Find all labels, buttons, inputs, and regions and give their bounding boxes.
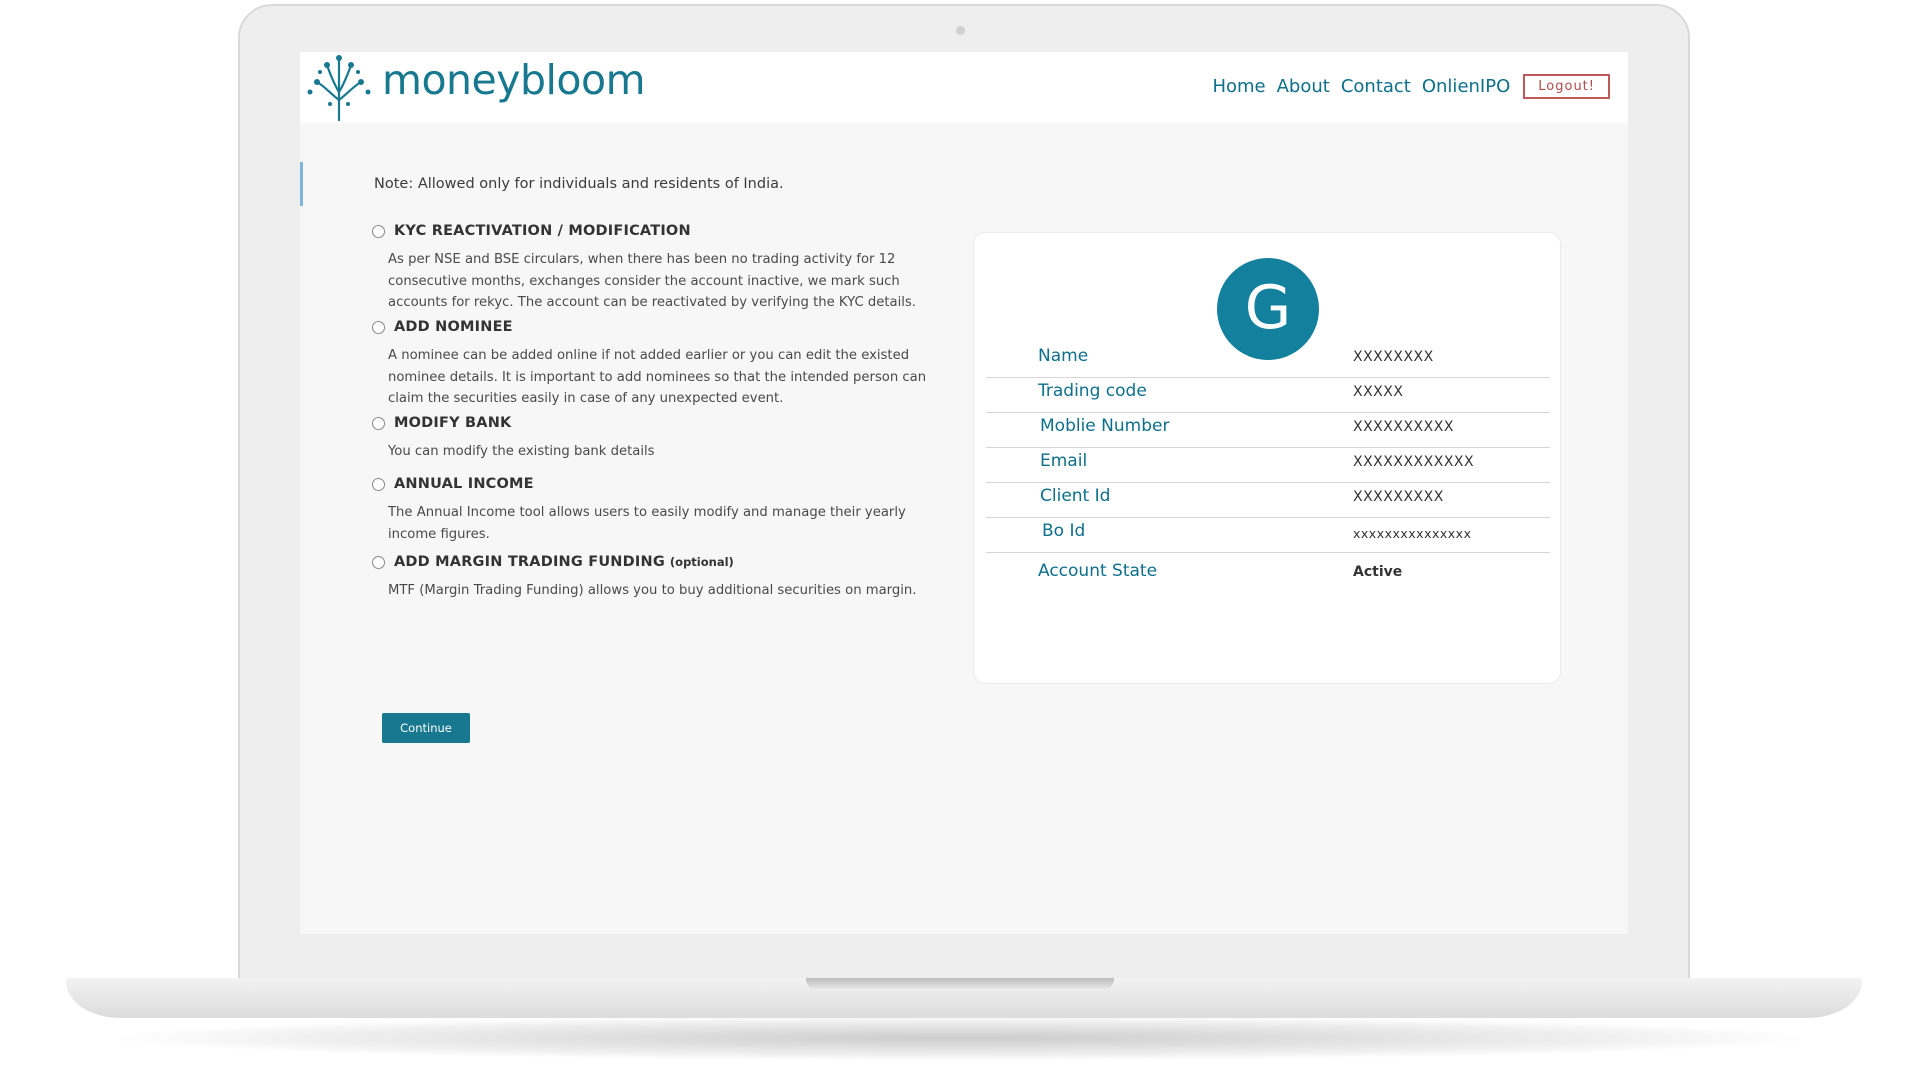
brand-name: moneybloom — [382, 56, 646, 104]
option-title: ANNUAL INCOME — [394, 476, 534, 492]
profile-row-bo-id — [986, 509, 1550, 553]
optional-tag: (optional) — [669, 555, 734, 569]
option-description: You can modify the existing bank details — [388, 444, 655, 459]
option-title: KYC REACTIVATION / MODIFICATION — [394, 223, 691, 239]
moneybloom-logo-icon — [304, 52, 374, 122]
profile-card — [973, 232, 1561, 684]
field-label: Name — [1038, 346, 1089, 366]
field-label: Client Id — [1040, 486, 1111, 506]
nav-home-link[interactable]: Home — [1212, 76, 1266, 97]
field-label: Moblie Number — [1040, 416, 1170, 436]
option-margin-trading-funding[interactable] — [372, 554, 932, 602]
section-accent-bar — [300, 162, 303, 206]
laptop-camera — [956, 26, 965, 35]
option-title: MODIFY BANK — [394, 415, 512, 431]
field-label: Bo Id — [1042, 521, 1086, 541]
nav-contact-link[interactable]: Contact — [1340, 76, 1411, 97]
eligibility-note: Note: Allowed only for individuals and residents of India. — [374, 176, 784, 192]
nav-onlineipo-link[interactable]: OnlienIPO — [1421, 76, 1511, 97]
option-title: ADD MARGIN TRADING FUNDING — [394, 554, 665, 570]
option-add-nominee[interactable] — [372, 319, 932, 410]
laptop-shadow — [120, 1016, 1800, 1060]
radio-modify-bank[interactable] — [372, 417, 385, 430]
continue-button[interactable]: Continue — [382, 713, 470, 743]
radio-margin-trading-funding[interactable] — [372, 556, 385, 569]
option-annual-income[interactable] — [372, 476, 932, 545]
field-value: xxxxxxxxxxxxxxx — [1353, 526, 1472, 541]
laptop-base-notch — [806, 978, 1114, 989]
logout-button[interactable]: Logout! — [1523, 74, 1610, 99]
field-value: XXXXXXXX — [1353, 349, 1434, 365]
option-description: MTF (Margin Trading Funding) allows you to buy additional securities on margin. — [388, 583, 917, 598]
field-label: Trading code — [1038, 381, 1147, 401]
main-nav — [1212, 74, 1610, 99]
option-modify-bank[interactable] — [372, 415, 932, 463]
option-description: As per NSE and BSE circulars, when there has been no trading activity for 12 consecutive months, exchanges consider the account inactive, we mark such accounts for rekyc. The account can be reactivated by verifying the KYC details. — [388, 252, 916, 310]
option-description: A nominee can be added online if not added earlier or you can edit the existed nominee details. It is important to add nominees so that the intended person can claim the securities easily in case of any unexpected event. — [388, 348, 927, 406]
field-value: XXXXXXXXXX — [1353, 419, 1454, 435]
field-value: XXXXX — [1353, 384, 1404, 400]
avatar: G — [1217, 258, 1319, 360]
radio-annual-income[interactable] — [372, 478, 385, 491]
account-state-value: Active — [1353, 564, 1403, 580]
profile-row-account-state — [986, 549, 1550, 592]
field-label: Email — [1040, 451, 1088, 471]
option-kyc-reactivation[interactable] — [372, 223, 932, 314]
option-title: ADD NOMINEE — [394, 319, 513, 335]
radio-add-nominee[interactable] — [372, 321, 385, 334]
nav-about-link[interactable]: About — [1276, 76, 1330, 97]
field-value: XXXXXXXXXXXX — [1353, 454, 1475, 470]
radio-kyc-reactivation[interactable] — [372, 225, 385, 238]
laptop-screen — [300, 52, 1628, 934]
option-description: The Annual Income tool allows users to easily modify and manage their yearly income figures. — [388, 505, 906, 542]
field-label: Account State — [1038, 561, 1158, 581]
top-navigation-bar — [300, 52, 1628, 123]
field-value: XXXXXXXXX — [1353, 489, 1444, 505]
